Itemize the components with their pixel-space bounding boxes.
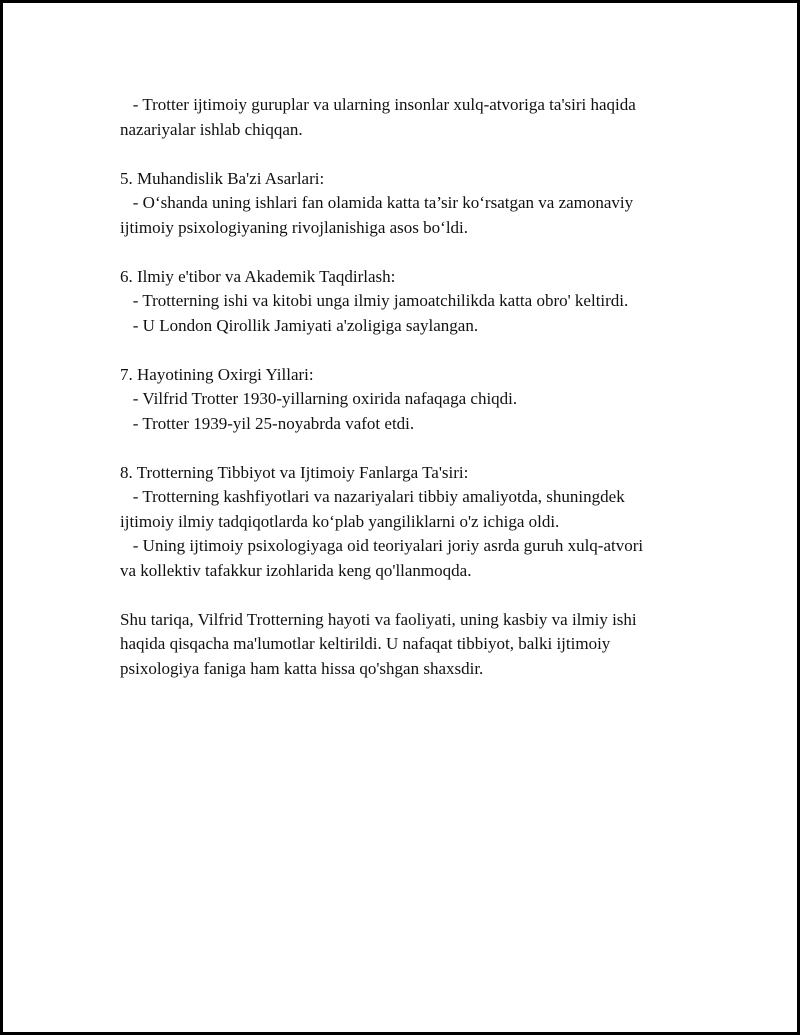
paragraph-gap xyxy=(120,142,700,167)
text-line: Shu tariqa, Vilfrid Trotterning hayoti va faoliyati, uning kasbiy va ilmiy ishi xyxy=(120,609,637,629)
text-line: va kollektiv tafakkur izohlarida keng qo'llanmoqda. xyxy=(120,560,472,580)
text-line: - Vilfrid Trotter 1930-yillarning oxirida nafaqaga chiqdi. xyxy=(120,389,518,408)
paragraph-gap xyxy=(120,338,700,363)
text-line: haqida qisqacha ma'lumotlar keltirildi. U nafaqat tibbiyot, balki ijtimoiy xyxy=(120,634,611,653)
text-line: nazariyalar ishlab chiqqan. xyxy=(120,119,303,139)
text-line: - Trotter 1939-yil 25-noyabrda vafot etdi. xyxy=(120,413,415,433)
section-heading: 8. Trotterning Tibbiyot va Ijtimoiy Fanlarga Ta'siri: xyxy=(120,462,469,482)
paragraph-gap xyxy=(120,583,700,608)
document-body xyxy=(120,93,700,681)
text-line: - Uning ijtimoiy psixologiyaga oid teoriyalari joriy asrda guruh xulq-atvori xyxy=(120,536,644,555)
text-line: - O‘shanda uning ishlari fan olamida katta ta’sir ko‘rsatgan va zamonaviy xyxy=(120,193,634,212)
paragraph-gap xyxy=(120,436,700,461)
text-line: - Trotterning kashfiyotlari va nazariyalari tibbiy amaliyotda, shuningdek xyxy=(120,487,625,506)
section-heading: 7. Hayotining Oxirgi Yillari: xyxy=(120,364,314,384)
paragraph-gap xyxy=(120,240,700,265)
text-line: ijtimoiy psixologiyaning rivojlanishiga asos bo‘ldi. xyxy=(120,217,469,237)
text-line: psixologiya faniga ham katta hissa qo'shgan shaxsdir. xyxy=(120,658,484,678)
text-line: - U London Qirollik Jamiyati a'zoligiga saylangan. xyxy=(120,315,479,335)
section-heading: 6. Ilmiy e'tibor va Akademik Taqdirlash: xyxy=(120,266,396,286)
text-line: - Trotterning ishi va kitobi unga ilmiy jamoatchilikda katta obro' keltirdi. xyxy=(120,291,629,310)
section-heading: 5. Muhandislik Ba'zi Asarlari: xyxy=(120,168,325,188)
text-line: ijtimoiy ilmiy tadqiqotlarda ko‘plab yangiliklarni o'z ichiga oldi. xyxy=(120,511,560,531)
text-line: - Trotter ijtimoiy guruplar va ularning insonlar xulq-atvoriga ta'siri haqida xyxy=(120,95,636,114)
